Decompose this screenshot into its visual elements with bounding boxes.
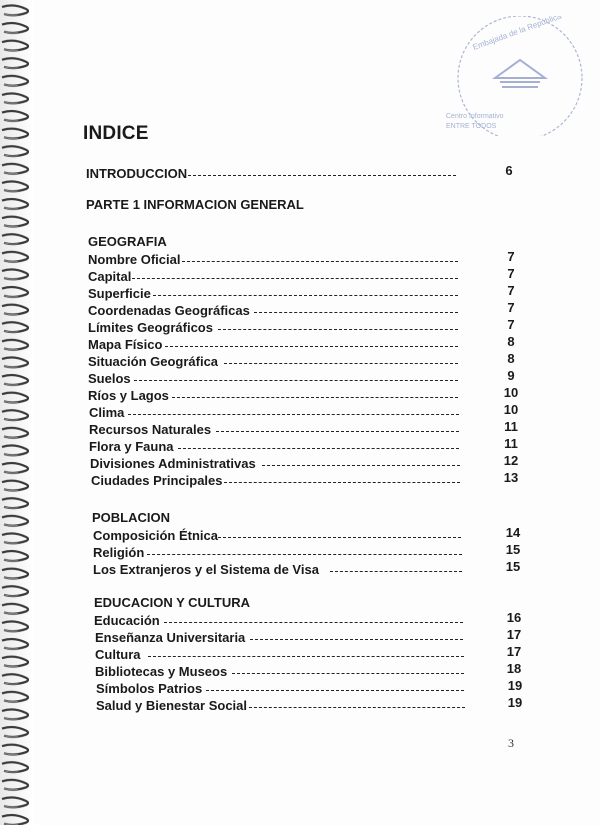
toc-entry-page: 15 [505, 542, 521, 557]
toc-entry-page: 13 [503, 470, 519, 485]
toc-entry-page: 11 [504, 436, 518, 451]
stamp-text-middle: Centro Informativo [446, 113, 504, 120]
leader-dots [330, 571, 462, 572]
section-heading-geografia: GEOGRAFIA [88, 234, 167, 249]
toc-entry-label: Flora y Fauna [89, 439, 174, 454]
toc-entry-page: 7 [507, 317, 515, 332]
section-heading-educacion: EDUCACION Y CULTURA [94, 595, 251, 610]
toc-entry-label: INTRODUCCION [86, 166, 188, 181]
leader-dots [132, 278, 458, 279]
toc-entry [0, 697, 600, 715]
toc-entry-label: Recursos Naturales [89, 422, 212, 437]
toc-entry-label: Límites Geográficos [88, 320, 213, 335]
leader-dots [250, 639, 463, 640]
toc-entry-page: 14 [505, 525, 521, 540]
leader-dots [216, 431, 459, 432]
leader-dots [188, 175, 456, 176]
section-heading-poblacion: POBLACION [92, 510, 170, 525]
toc-entry-page: 7 [507, 283, 515, 298]
toc-entry-page: 10 [503, 385, 519, 400]
leader-dots [147, 554, 462, 555]
leader-dots [153, 295, 458, 296]
toc-entry-label: Composición Étnica [93, 528, 218, 543]
toc-entry-page: 15 [505, 559, 521, 574]
toc-entry-label: Los Extranjeros y el Sistema de Visa [93, 562, 319, 577]
toc-entry-page: 7 [507, 300, 515, 315]
toc-entry-page: 10 [503, 402, 519, 417]
toc-entry-page: 19 [507, 678, 523, 693]
toc-entry-label: Superficie [88, 286, 151, 301]
leader-dots [148, 656, 464, 657]
toc-entry-page: 16 [506, 610, 522, 625]
toc-entry-page: 12 [503, 453, 519, 468]
toc-entry-label: Cultura [95, 647, 141, 662]
toc-entry-label: Educación [94, 613, 160, 628]
leader-dots [262, 465, 460, 466]
toc-entry-label: Coordenadas Geográficas [88, 303, 250, 318]
leader-dots [232, 673, 464, 674]
stamp-text-bottom: ENTRE TODOS [446, 123, 497, 130]
toc-entry-page: 8 [507, 351, 515, 366]
toc-entry-page: 18 [506, 661, 522, 676]
leader-dots [165, 346, 458, 347]
part-heading: PARTE 1 INFORMACION GENERAL [86, 197, 304, 212]
toc-entry-page: 11 [504, 419, 518, 434]
leader-dots [164, 622, 463, 623]
toc-entry [0, 561, 600, 579]
toc-entry-page: 17 [506, 644, 522, 659]
toc-entry-label: Divisiones Administrativas [90, 456, 256, 471]
leader-dots [178, 448, 459, 449]
leader-dots [254, 312, 458, 313]
toc-entry-label: Mapa Físico [88, 337, 163, 352]
toc-entry-label: Suelos [88, 371, 131, 386]
toc-entry-label: Nombre Oficial [88, 252, 181, 267]
toc-entry-label: Capital [88, 269, 132, 284]
page-title: INDICE [83, 123, 149, 144]
toc-entry-label: Bibliotecas y Museos [95, 664, 228, 679]
leader-dots [218, 329, 458, 330]
toc-entry-page: 17 [506, 627, 522, 642]
leader-dots [224, 482, 460, 483]
toc-entry-label: Símbolos Patrios [96, 681, 203, 696]
leader-dots [134, 380, 458, 381]
leader-dots [249, 707, 465, 708]
toc-entry-page: 7 [507, 266, 515, 281]
leader-dots [172, 397, 458, 398]
stamp-text-top: Embajada de la República [471, 16, 563, 52]
toc-entry-label: Ríos y Lagos [88, 388, 169, 403]
toc-entry-page: 7 [507, 249, 515, 264]
leader-dots [224, 363, 458, 364]
toc-entry-label: Enseñanza Universitaria [95, 630, 246, 645]
toc-entry-page: 8 [507, 334, 515, 349]
toc-entry-label: Situación Geográfica [88, 354, 219, 369]
toc-entry-page: 19 [507, 695, 523, 710]
toc-entry-label: Ciudades Principales [91, 473, 223, 488]
leader-dots [218, 537, 461, 538]
institution-stamp [440, 16, 590, 136]
toc-entry-page: 6 [505, 163, 513, 178]
page-number: 3 [508, 736, 514, 750]
toc-entry-introduction [0, 165, 600, 183]
leader-dots [206, 690, 464, 691]
toc-entry [0, 472, 600, 490]
toc-entry-page: 9 [507, 368, 515, 383]
leader-dots [128, 414, 459, 415]
toc-entry-label: Clima [89, 405, 125, 420]
toc-entry-label: Salud y Bienestar Social [96, 698, 248, 713]
leader-dots [182, 261, 458, 262]
toc-entry-label: Religión [93, 545, 145, 560]
